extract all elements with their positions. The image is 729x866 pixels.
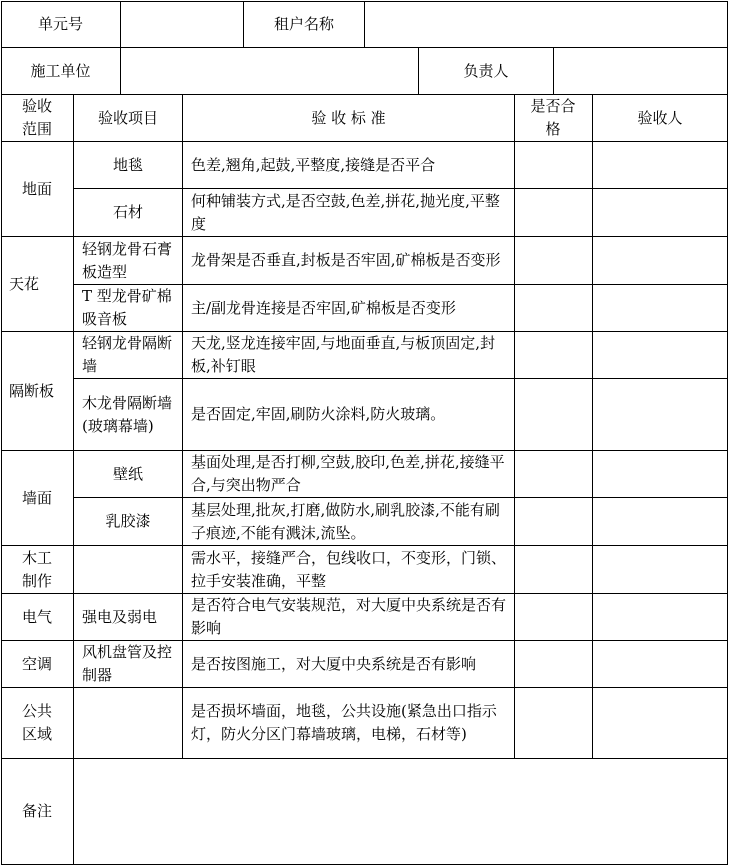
- responsible-label: 负责人: [463, 61, 509, 80]
- responsible-field[interactable]: [554, 48, 727, 94]
- passed-cell[interactable]: [515, 688, 592, 758]
- standard-public-area: 是否损坏墙面，地毯，公共设施(紧急出口指示灯，防火分区门幕墙玻璃，电梯，石材等): [191, 702, 497, 743]
- inspector-cell[interactable]: [593, 379, 727, 450]
- standard-woodwork: 需水平，接缝严合，包线收口，不变形，门锁、拉手安装准确，平整: [191, 548, 507, 590]
- inspector-cell[interactable]: [593, 641, 727, 687]
- standard-carpet: 色差,翘角,起鼓,平整度,接缝是否平合: [191, 155, 436, 174]
- inspector-cell[interactable]: [593, 498, 727, 545]
- standard-gypsum-ceiling: 龙骨架是否垂直,封板是否牢固,矿棉板是否变形: [191, 251, 501, 269]
- remarks-label: 备注: [21, 802, 52, 820]
- scope-wall: 墙面: [21, 488, 52, 507]
- unit-no-label: 单元号: [37, 14, 83, 33]
- scope-public-area: 公共区域: [21, 702, 52, 743]
- inspector-cell[interactable]: [593, 546, 727, 593]
- item-wood-partition: 木龙骨隔断墙(玻璃幕墙): [82, 393, 173, 435]
- scope-hvac: 空调: [21, 654, 52, 673]
- inspector-cell[interactable]: [593, 285, 727, 331]
- item-carpet: 地毯: [112, 155, 143, 174]
- item-woodwork: [74, 546, 182, 593]
- scope-ceiling: 天花: [9, 274, 40, 293]
- scope-floor: 地面: [21, 179, 52, 198]
- item-stone: 石材: [112, 203, 143, 221]
- passed-cell[interactable]: [515, 285, 592, 331]
- column-header-item: 验收项目: [97, 108, 158, 127]
- passed-cell[interactable]: [515, 142, 592, 188]
- item-electric: 强电及弱电: [82, 607, 158, 626]
- passed-cell[interactable]: [515, 379, 592, 450]
- item-gypsum-ceiling: 轻钢龙骨石膏板造型: [82, 239, 173, 281]
- standard-steel-partition: 天龙,竖龙连接牢固,与地面垂直,与板顶固定,封板,补钉眼: [191, 334, 496, 375]
- item-latex-paint: 乳胶漆: [105, 512, 151, 530]
- inspector-cell[interactable]: [593, 594, 727, 640]
- standard-hvac: 是否按图施工，对大厦中央系统是否有影响: [191, 654, 477, 673]
- passed-cell[interactable]: [515, 641, 592, 687]
- column-header-inspector: 验收人: [637, 108, 683, 127]
- standard-stone: 何种铺装方式,是否空鼓,色差,拼花,抛光度,平整度: [191, 191, 500, 233]
- passed-cell[interactable]: [515, 189, 592, 236]
- inspector-cell[interactable]: [593, 189, 727, 236]
- standard-wood-partition: 是否固定,牢固,刷防火涂料,防火玻璃。: [191, 405, 446, 423]
- standard-wallpaper: 基面处理,是否打柳,空鼓,胶印,色差,拼花,接缝平合,与突出物严合: [191, 453, 505, 494]
- passed-cell[interactable]: [515, 451, 592, 497]
- column-header-scope: 验收范围: [21, 97, 52, 138]
- passed-cell[interactable]: [515, 594, 592, 640]
- column-header-standard: 验 收 标 准: [311, 108, 386, 127]
- item-public-area: [74, 688, 182, 758]
- standard-latex-paint: 基层处理,批灰,打磨,做防水,刷乳胶漆,不能有刷子痕迹,不能有溅沫,流坠。: [191, 500, 500, 542]
- tenant-name-label: 租户名称: [273, 14, 334, 33]
- passed-cell[interactable]: [515, 332, 592, 378]
- column-header-passed: 是否合格: [530, 97, 576, 138]
- remarks-field[interactable]: [74, 759, 727, 864]
- inspector-cell[interactable]: [593, 237, 727, 284]
- item-t-grid-ceiling: T 型龙骨矿棉吸音板: [82, 287, 172, 328]
- scope-woodwork: 木工制作: [21, 548, 52, 590]
- contractor-field[interactable]: [121, 48, 418, 94]
- item-wallpaper: 壁纸: [112, 464, 143, 483]
- inspector-cell[interactable]: [593, 142, 727, 188]
- item-hvac: 风机盘管及控制器: [82, 643, 173, 684]
- passed-cell[interactable]: [515, 498, 592, 545]
- inspector-cell[interactable]: [593, 688, 727, 758]
- scope-electric: 电气: [21, 607, 52, 626]
- inspector-cell[interactable]: [593, 451, 727, 497]
- standard-t-grid-ceiling: 主/副龙骨连接是否牢固,矿棉板是否变形: [191, 298, 456, 317]
- passed-cell[interactable]: [515, 237, 592, 284]
- tenant-name-field[interactable]: [365, 1, 727, 47]
- item-steel-partition: 轻钢龙骨隔断墙: [82, 334, 173, 375]
- inspector-cell[interactable]: [593, 332, 727, 378]
- scope-partition: 隔断板: [9, 381, 55, 400]
- unit-no-field[interactable]: [121, 1, 243, 47]
- contractor-label: 施工单位: [30, 61, 91, 80]
- passed-cell[interactable]: [515, 546, 592, 593]
- standard-electric: 是否符合电气安装规范，对大厦中央系统是否有影响: [191, 596, 507, 637]
